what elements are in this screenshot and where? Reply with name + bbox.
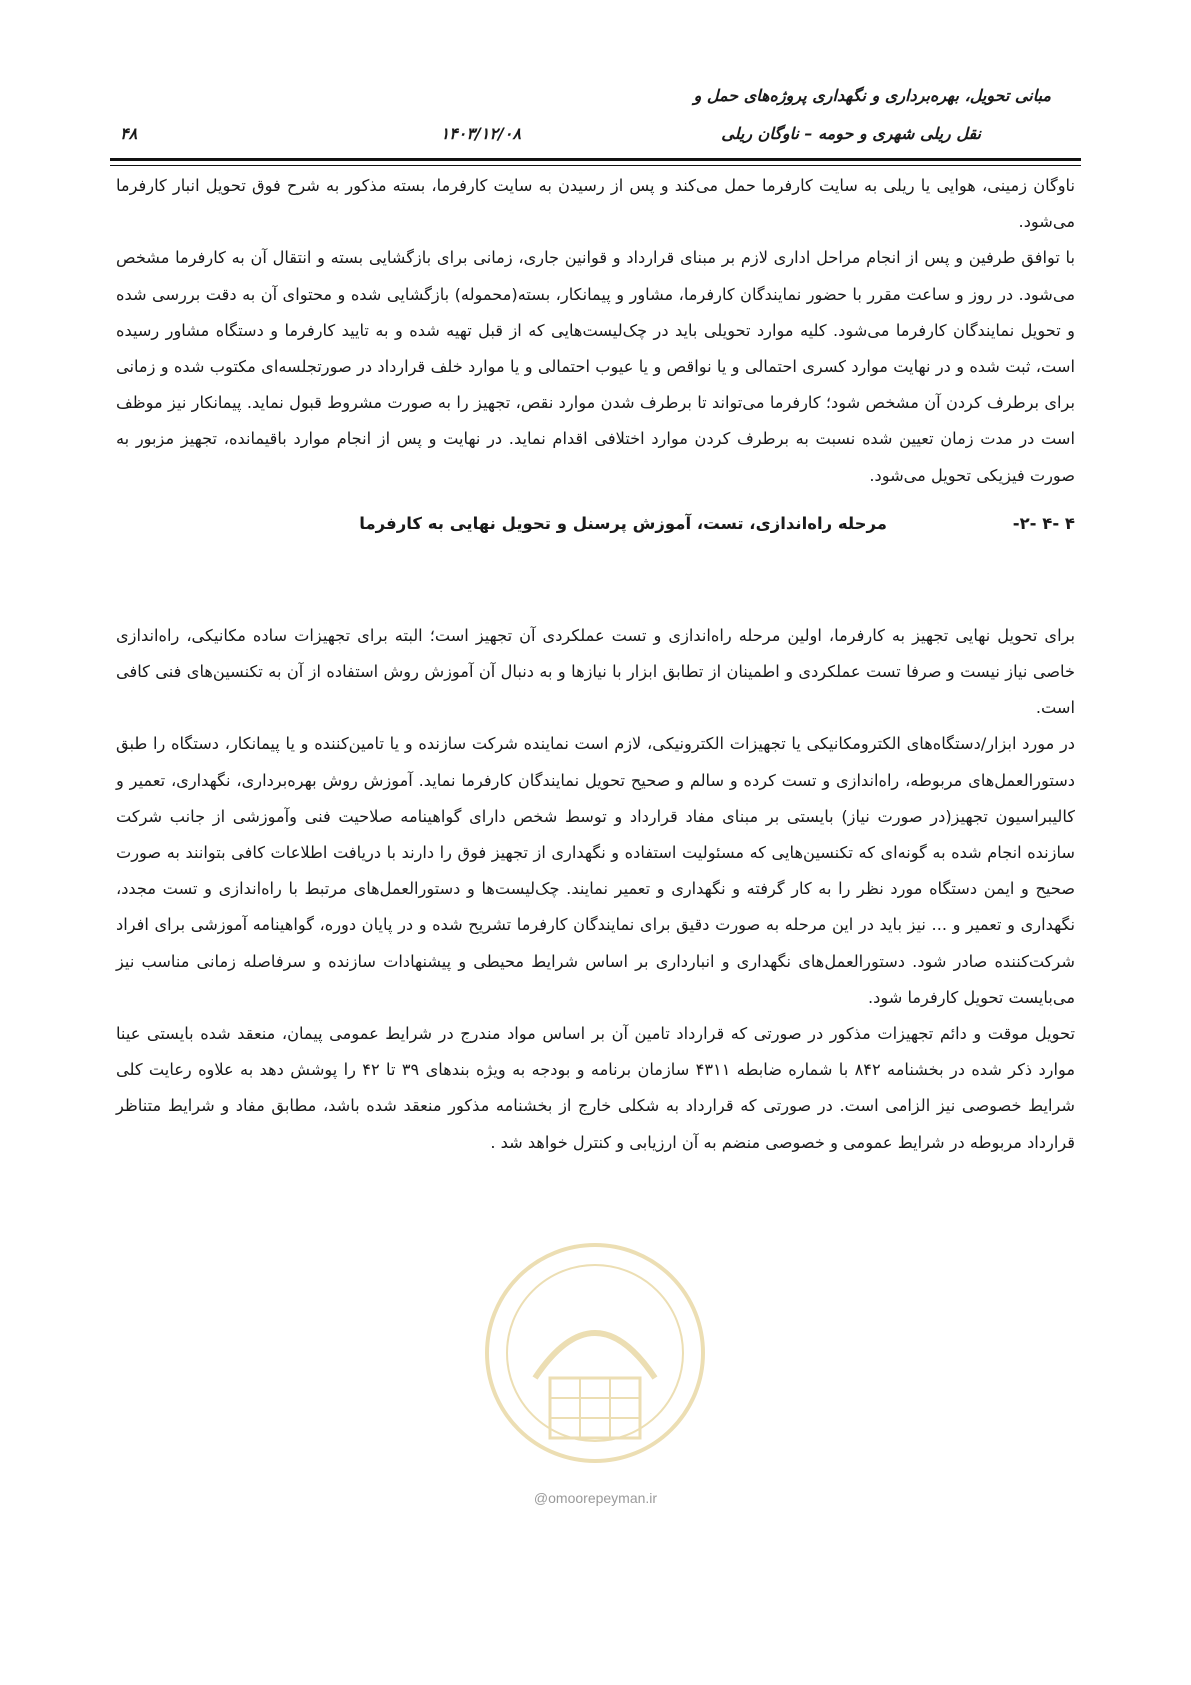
page-number: ۴۸ — [120, 124, 138, 143]
page-body — [116, 168, 1075, 1161]
watermark-url: @omoorepeyman.ir — [533, 1490, 658, 1506]
seal-watermark-icon — [440, 1228, 750, 1473]
header-title-line1: مبانی تحویل، بهره‌برداری و نگهداری پروژه‌های حمل و — [693, 86, 1051, 105]
section-heading — [116, 514, 1075, 550]
paragraph-2: با توافق طرفین و پس از انجام مراحل اداری لازم بر مبنای قرارداد و قوانین جاری، زمانی برای بازگشایی بسته و انتقال آن به کارفرما مشخص می‌شود. در روز و ساعت مقرر با حضور نمایندگان کارفرما، مشاور و پیمانکار، بسته(محموله) بازگشایی شده و محتوای آن به دقت بررسی شده و تحویل نمایندگان کارفرما می‌شود. کلیه موارد تحویلی باید در چک‌لیست‌هایی که از قبل تهیه شده و به تایید کارفرما و دستگاه مشاور رسیده است، ثبت شده و در نهایت موارد کسری احتمالی و یا نواقص و یا عیوب احتمالی و یا موارد خلف قرارداد در صورتجلسه‌ای مکتوب شده و زمانی برای برطرف کردن آن مشخص شود؛ کارفرما می‌تواند تا برطرف شدن موارد نقص، تجهیز را به صورت مشروط قبول نماید. پیمانکار نیز موظف است در مدت زمان تعیین شده نسبت به برطرف کردن موارد اختلافی اقدام نماید. در نهایت و پس از انجام موارد باقیمانده، تجهیز مزبور به صورت فیزیکی تحویل می‌شود. — [116, 248, 1075, 485]
paragraph-4: در مورد ابزار/دستگاه‌های الکترومکانیکی یا تجهیزات الکترونیکی، لازم است نماینده شرکت سازنده و یا تامین‌کننده و یا پیمانکار، دستگاه را طبق دستورالعمل‌های مربوطه، راه‌اندازی و تست کرده و سالم و صحیح تحویل نمایندگان کارفرما نماید. آموزش روش بهره‌برداری، نگهداری، تعمیر و کالیبراسیون تجهیز(در صورت نیاز) بایستی بر مبنای مفاد قرارداد و توسط شخص دارای گواهینامه صلاحیت فنی وآموزشی از جانب شرکت سازنده انجام شده به گونه‌ای که تکنسین‌هایی که مسئولیت استفاده و نگهداری از تجهیز فوق را دارند با دریافت اطلاعات کافی بتوانند به صورت صحیح و ایمن دستگاه مورد نظر را به کار گرفته و نگهداری و تعمیر نمایند. چک‌لیست‌ها و دستورالعمل‌های مرتبط با راه‌اندازی و تست مجدد، نگهداری و تعمیر و ... نیز باید در این مرحله به صورت دقیق برای نمایندگان کارفرما تشریح شده و در پایان دوره، گواهینامه آموزشی برای افراد شرکت‌کننده صادر شود. دستورالعمل‌های نگهداری و انبارداری بر اساس شرایط محیطی و پیشنهادات سازنده و سرفاصله زمانی مناسب نیز می‌بایست تحویل کارفرما شود. — [116, 734, 1075, 1007]
header-date: ۱۴۰۳/۱۲/۰۸ — [440, 124, 521, 143]
header-rule-thin — [110, 165, 1081, 166]
paragraph-3: برای تحویل نهایی تجهیز به کارفرما، اولین مرحله راه‌اندازی و تست عملکردی آن تجهیز است؛ البته برای تجهیزات ساده مکانیکی، راه‌اندازی خاصی نیاز نیست و صرفا تست عملکردی و اطمینان از تطابق ابزار با نیازها و به دنبال آن آموزش روش استفاده از آن به تکنسین‌های فنی کافی است. — [116, 625, 1075, 718]
section-heading-number: -۲- ۴- ۴ — [1012, 513, 1075, 533]
header-rule-thick — [110, 158, 1081, 161]
page-header — [110, 80, 1081, 160]
paragraph-5: تحویل موقت و دائم تجهیزات مذکور در صورتی که قرارداد تامین آن بر اساس مواد مندرج در شرایط عمومی پیمان، منعقد شده بایستی عینا موارد ذکر شده در بخشنامه ۸۴۲ با شماره ضابطه ۴۳۱۱ سازمان برنامه و بودجه به ویژه بندهای ۳۹ تا ۴۲ را پوشش دهد به علاوه رعایت کلی شرایط خصوصی نیز الزامی است. در صورتی که قرارداد به شکلی خارج از بخشنامه مذکور منعقد شده باشد، مطابق مفاد و شرایط متناظر قرارداد مربوطه در شرایط عمومی و خصوصی منضم به آن ارزیابی و کنترل خواهد شد . — [116, 1024, 1076, 1152]
header-title-line2: نقل ریلی شهری و حومه – ناوگان ریلی — [721, 124, 981, 143]
section-heading-text: مرحله راه‌اندازی، تست، آموزش پرسنل و تحویل نهایی به کارفرما — [359, 513, 887, 533]
paragraph-1: ناوگان زمینی، هوایی یا ریلی به سایت کارفرما حمل می‌کند و پس از رسیدن به سایت کارفرما، بسته مذکور به شرح فوق تحویل انبار کارفرما می‌شود. — [116, 176, 1075, 232]
